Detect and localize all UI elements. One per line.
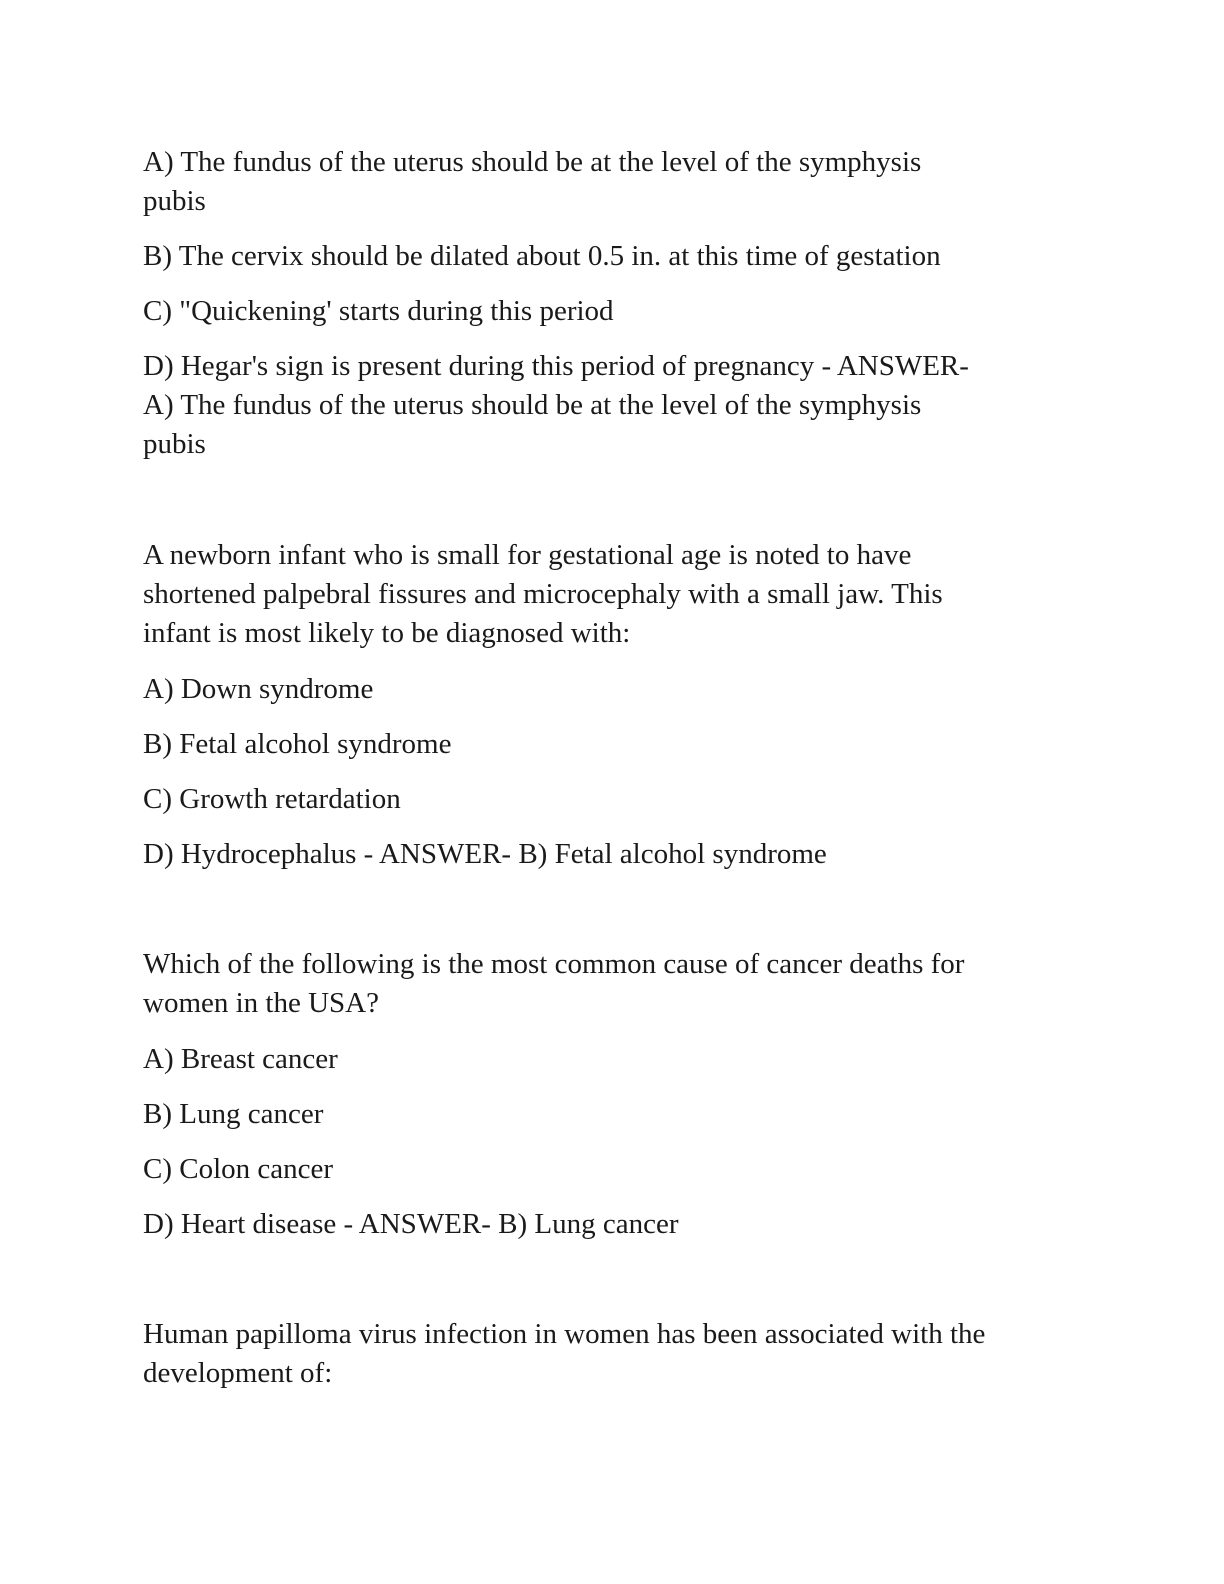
q1-option-a-line2: pubis xyxy=(143,185,206,217)
q2-question-line2: shortened palpebral fissures and microcephaly with a small jaw. This xyxy=(143,578,943,610)
q3-question-line1: Which of the following is the most common cause of cancer deaths for xyxy=(143,948,965,980)
q2-question-line1: A newborn infant who is small for gestational age is noted to have xyxy=(143,539,912,571)
q2-option-c: C) Growth retardation xyxy=(143,783,401,815)
q2-question-line3: infant is most likely to be diagnosed with: xyxy=(143,617,631,649)
q1-answer-line2: pubis xyxy=(143,428,206,460)
q4-question-line1: Human papilloma virus infection in women has been associated with the xyxy=(143,1318,986,1350)
q1-option-d: D) Hegar's sign is present during this period of pregnancy - ANSWER- xyxy=(143,350,969,382)
q3-option-d: D) Heart disease - ANSWER- B) Lung cancer xyxy=(143,1208,679,1240)
q2-option-b: B) Fetal alcohol syndrome xyxy=(143,728,452,760)
q1-option-a-line1: A) The fundus of the uterus should be at the level of the symphysis xyxy=(143,146,922,178)
q1-option-c: C) "Quickening' starts during this period xyxy=(143,295,614,327)
q3-option-a: A) Breast cancer xyxy=(143,1043,338,1075)
q1-answer-line1: A) The fundus of the uterus should be at the level of the symphysis xyxy=(143,389,922,421)
q3-option-b: B) Lung cancer xyxy=(143,1098,324,1130)
q4-question-line2: development of: xyxy=(143,1357,333,1389)
q3-question-line2: women in the USA? xyxy=(143,987,379,1019)
q1-option-b: B) The cervix should be dilated about 0.5 in. at this time of gestation xyxy=(143,240,941,272)
q2-option-a: A) Down syndrome xyxy=(143,673,374,705)
q2-option-d: D) Hydrocephalus - ANSWER- B) Fetal alcohol syndrome xyxy=(143,838,827,870)
q3-option-c: C) Colon cancer xyxy=(143,1153,334,1185)
